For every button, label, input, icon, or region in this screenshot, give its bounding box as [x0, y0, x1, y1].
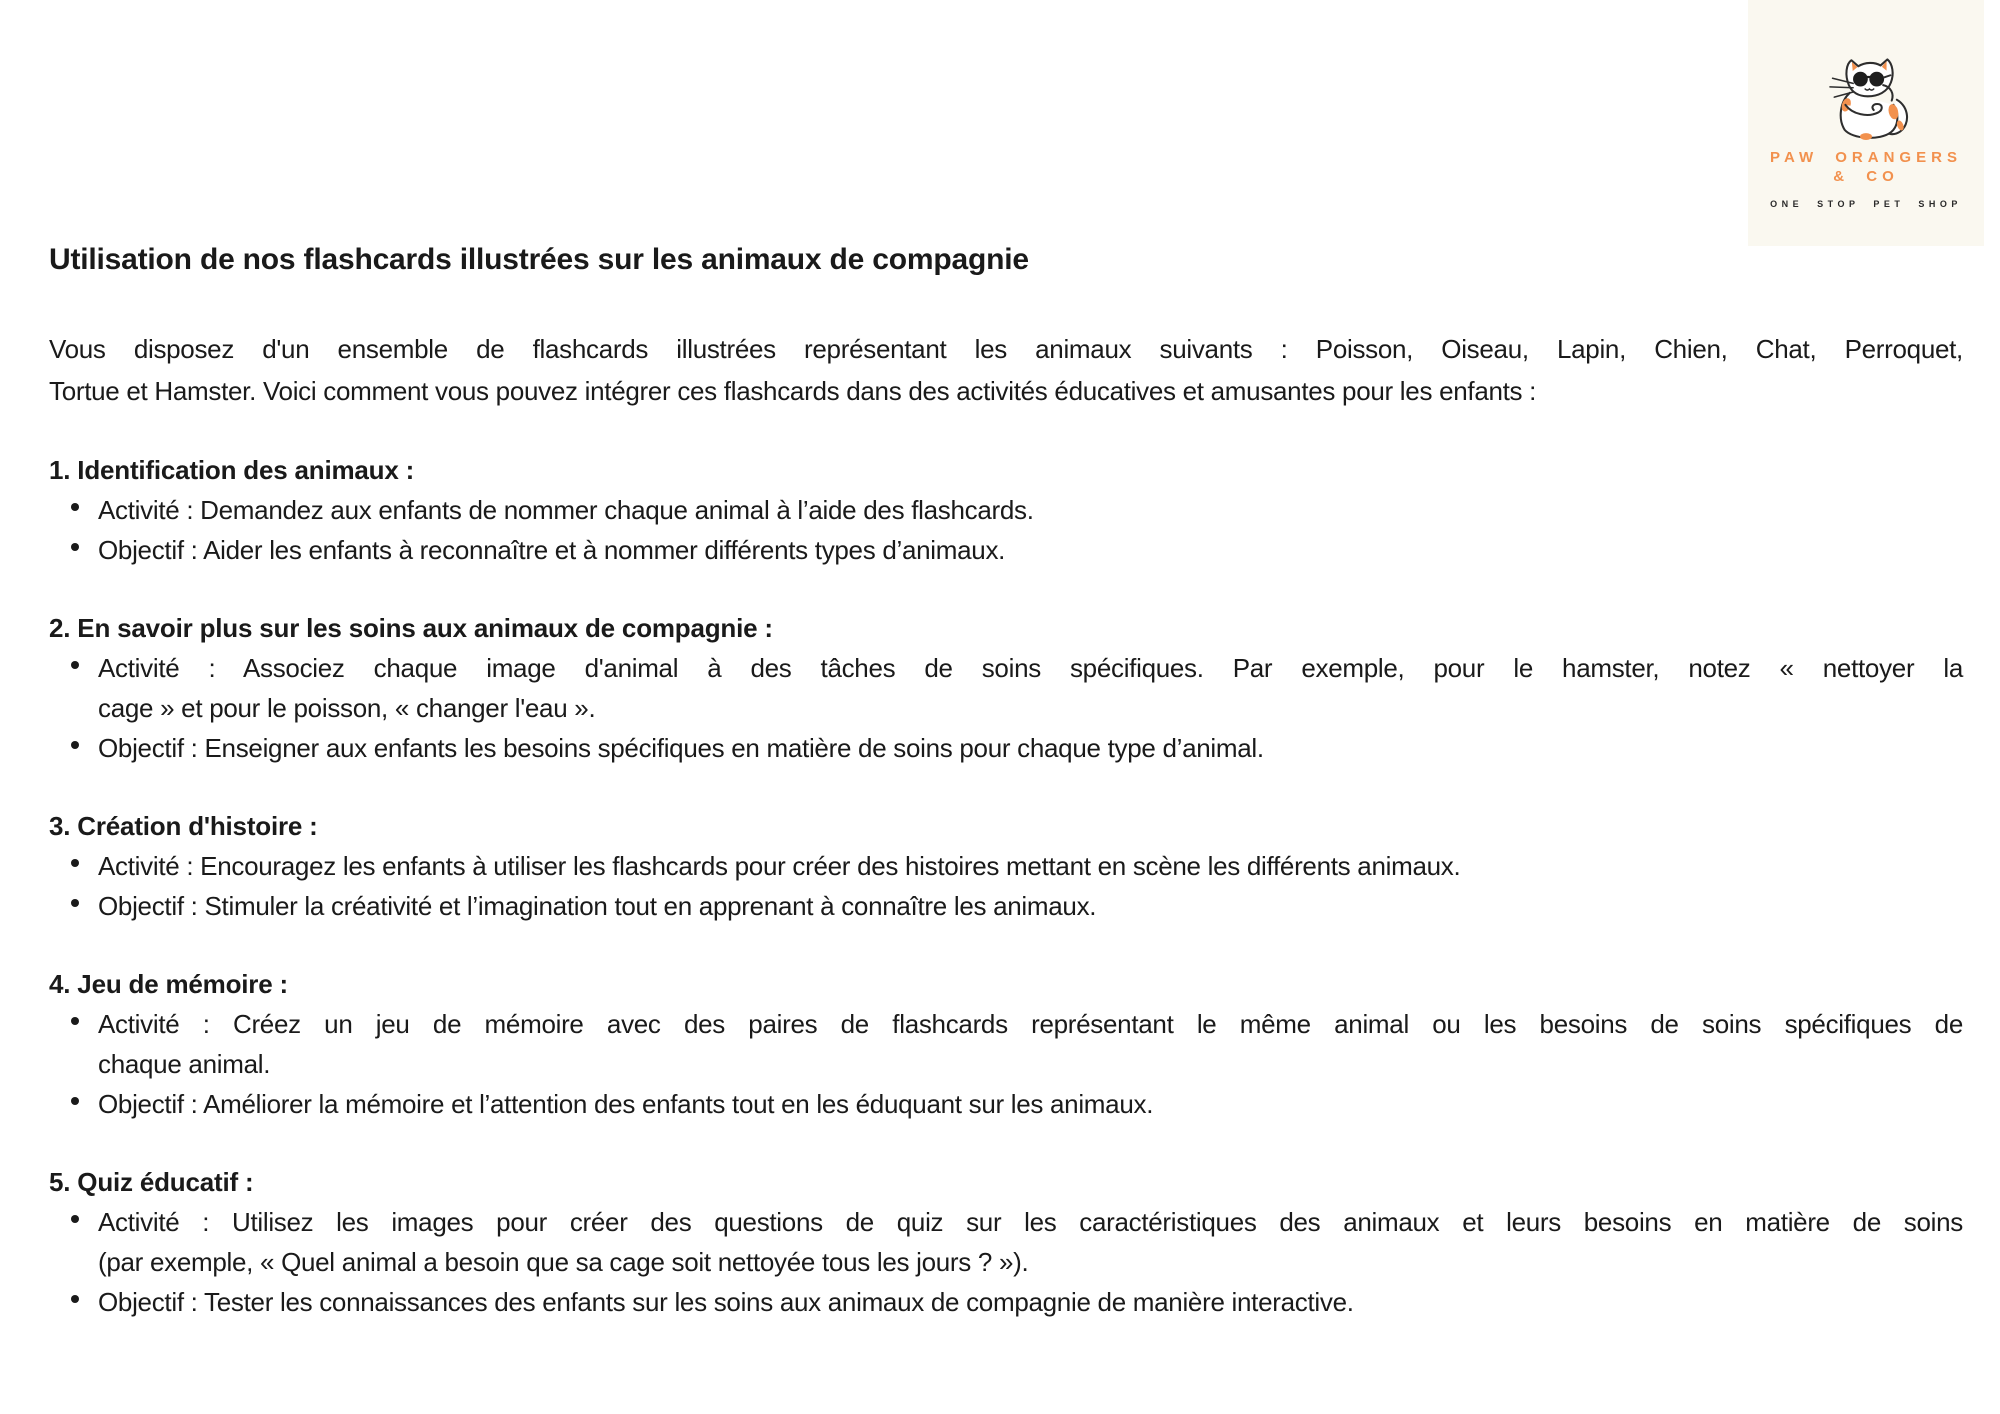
bullet-item [98, 886, 1963, 926]
intro-line: Tortue et Hamster. Voici comment vous pouvez intégrer ces flashcards dans des activités éducatives et amusantes pour les enfants : [49, 376, 1537, 406]
bullet-line: chaque animal. [98, 1049, 271, 1079]
section-heading: 1. Identification des animaux : [49, 455, 415, 485]
bullet-line: Objectif : Enseigner aux enfants les besoins spécifiques en matière de soins pour chaque type d’animal. [98, 733, 1264, 763]
section-heading: 2. En savoir plus sur les soins aux animaux de compagnie : [49, 613, 773, 643]
brand-name-line2: & CO [1833, 168, 1899, 185]
cat-with-sunglasses-icon [1814, 50, 1918, 146]
brand-tagline: ONE STOP PET SHOP [1770, 199, 1962, 209]
bullet-line: Objectif : Aider les enfants à reconnaître et à nommer différents types d’animaux. [98, 535, 1006, 565]
bullet-list [49, 648, 1963, 768]
brand-name-line1: PAW ORANGERS [1770, 149, 1962, 166]
page-title: Utilisation de nos flashcards illustrées sur les animaux de compagnie [49, 243, 1029, 276]
section-creation-histoire [49, 806, 1963, 926]
bullet-list [49, 846, 1963, 926]
section-soins [49, 608, 1963, 768]
bullet-line: Activité : Encouragez les enfants à utiliser les flashcards pour créer des histoires mettant en scène les différents animaux. [98, 851, 1461, 881]
intro-paragraph [49, 328, 1963, 412]
bullet-item [98, 1004, 1963, 1084]
bullet-item [98, 1202, 1963, 1282]
bullet-item [98, 728, 1963, 768]
section-jeu-memoire [49, 964, 1963, 1124]
bullet-list [49, 1202, 1963, 1322]
bullet-line: Objectif : Améliorer la mémoire et l’attention des enfants tout en les éduquant sur les animaux. [98, 1089, 1154, 1119]
bullet-item [98, 490, 1963, 530]
bullet-line: (par exemple, « Quel animal a besoin que sa cage soit nettoyée tous les jours ? »). [98, 1247, 1029, 1277]
document-body [49, 240, 1963, 1322]
bullet-line: Activité : Créez un jeu de mémoire avec des paires de flashcards représentant le même animal ou les besoins de soins spécifiques de [98, 1009, 1963, 1039]
bullet-item [98, 1282, 1963, 1322]
bullet-item [98, 1084, 1963, 1124]
bullet-line: Objectif : Tester les connaissances des enfants sur les soins aux animaux de compagnie de manière interactive. [98, 1287, 1354, 1317]
section-identification [49, 450, 1963, 570]
section-heading: 4. Jeu de mémoire : [49, 969, 288, 999]
logo-badge [1748, 0, 1984, 246]
bullet-line: Activité : Associez chaque image d'animal à des tâches de soins spécifiques. Par exemple, pour le hamster, notez « nettoyer la [98, 653, 1963, 683]
bullet-item [98, 530, 1963, 570]
bullet-line: Activité : Demandez aux enfants de nommer chaque animal à l’aide des flashcards. [98, 495, 1034, 525]
bullet-item [98, 648, 1963, 728]
bullet-list [49, 490, 1963, 570]
bullet-line: cage » et pour le poisson, « changer l'eau ». [98, 693, 596, 723]
intro-line: Vous disposez d'un ensemble de flashcards illustrées représentant les animaux suivants : Poisson, Oiseau, Lapin, Chien, Chat, Perroquet, [49, 334, 1963, 364]
bullet-line: Objectif : Stimuler la créativité et l’imagination tout en apprenant à connaître les animaux. [98, 891, 1097, 921]
section-heading: 3. Création d'histoire : [49, 811, 318, 841]
bullet-list [49, 1004, 1963, 1124]
bullet-item [98, 846, 1963, 886]
section-quiz [49, 1162, 1963, 1322]
bullet-line: Activité : Utilisez les images pour créer des questions de quiz sur les caractéristiques des animaux et leurs besoins en matière de soins [98, 1207, 1963, 1237]
section-heading: 5. Quiz éducatif : [49, 1167, 254, 1197]
